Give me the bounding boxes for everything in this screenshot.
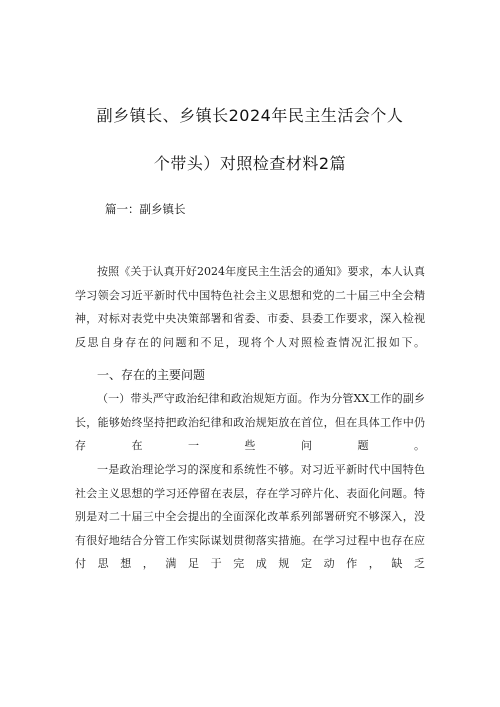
paragraph-2: 一是政治理论学习的深度和系统性不够。对习近平新时代中国特色社会主义思想的学习还停留在表层，存在学习碎片化、表面化问题。特别是对二十届三中全会提出的全面深化改革系列部署研究不够深入，没有很好地结合分管工作实际谋划贯彻落实措施。在学习过程中也存在应付思想，满足于完成规定动作，缺乏 [75, 463, 425, 571]
heading-problems: 一、存在的主要问题 [97, 368, 206, 382]
document-title-line-1: 副乡镇长、乡镇长2024年民主生活会个人 [96, 106, 404, 125]
paragraph-1-block [75, 387, 425, 458]
document-title-line-2: 个带头）对照检查材料2篇 [153, 154, 347, 173]
intro-paragraph: 按照《关于认真开好2024年度民主生活会的通知》要求，本人认真学习领会习近平新时代中国特色社会主义思想和党的二十届三中全会精神，对标对表党中央决策部署和省委、市委、县委工作要求，深入检视反思自身存在的问题和不足，现将个人对照检查情况汇报如下。 [75, 265, 425, 349]
paragraph-2-block [75, 458, 425, 576]
paragraph-1: （一）带头严守政治纪律和政治规矩方面。作为分管XX工作的副乡长，能够始终坚持把政治纪律和政治规矩放在首位，但在具体工作中仍存在一些问题。 [75, 392, 425, 453]
section-title: 篇一：副乡镇长 [105, 202, 186, 216]
intro-paragraph-block [75, 260, 425, 354]
